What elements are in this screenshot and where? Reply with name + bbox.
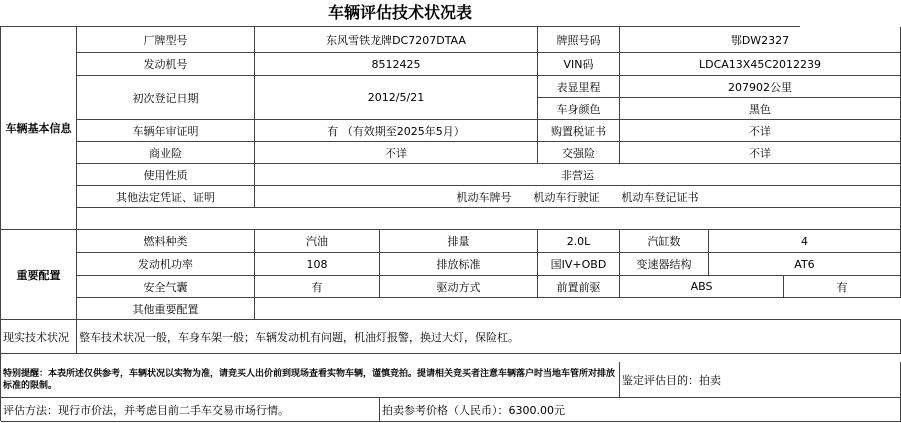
special-notice: 特别提醒：本表所述仅供参考，车辆状况以实物为准，请竞买人出价前到现场查看实物车辆，谨慎竞拍。提请相关竞买者注意车辆落户时当地车管所对排放标准的限制。 — [1, 362, 620, 398]
displacement-label: 排量 — [380, 230, 538, 253]
doc-item: 机动车行驶证 — [533, 190, 600, 204]
mileage-label: 表显里程 — [538, 76, 620, 98]
purchase-tax-label: 购置税证书 — [538, 120, 620, 142]
spacer-row — [77, 208, 901, 230]
assessment-purpose: 鉴定评估目的：拍卖 — [620, 362, 901, 398]
plate-value: 鄂DW2327 — [620, 27, 901, 53]
power-value: 108 — [255, 253, 380, 276]
compulsory-insurance-value: 不详 — [620, 142, 901, 164]
model-value: 东风雪铁龙牌DC7207DTAA — [255, 27, 538, 53]
vin-label: VIN码 — [538, 53, 620, 76]
vehicle-assessment-table — [0, 26, 848, 421]
emission-label: 排放标准 — [380, 253, 538, 276]
section-config: 重要配置 — [1, 230, 77, 320]
reference-price: 拍卖参考价格（人民币）：6300.00元 — [380, 398, 901, 422]
spacer-row — [1, 354, 901, 362]
docs-value — [255, 186, 901, 208]
condition-label: 现实技术状况 — [1, 320, 77, 354]
commercial-insurance-label: 商业险 — [77, 142, 255, 164]
assessment-method: 评估方法：现行市价法，并考虑目前二手车交易市场行情。 — [1, 398, 380, 422]
fuel-label: 燃料种类 — [77, 230, 255, 253]
inspection-value: 有 （有效期至2025年5月） — [255, 120, 538, 142]
plate-label: 牌照号码 — [538, 27, 620, 53]
doc-item: 机动车牌号 — [456, 190, 512, 204]
purchase-tax-value: 不详 — [620, 120, 901, 142]
fuel-value: 汽油 — [255, 230, 380, 253]
reg-label: 初次登记日期 — [77, 76, 255, 120]
section-basic-info: 车辆基本信息 — [1, 27, 77, 230]
page-title: 车辆评估技术状况表 — [327, 3, 472, 22]
transmission-label: 变速器结构 — [620, 253, 709, 276]
emission-value: 国IV+OBD — [538, 253, 620, 276]
mileage-value: 207902公里 — [620, 76, 901, 98]
airbag-value: 有 — [255, 276, 380, 298]
transmission-value: AT6 — [709, 253, 901, 276]
cylinders-value: 4 — [709, 230, 901, 253]
color-value: 黑色 — [620, 98, 901, 120]
abs-label: ABS — [620, 276, 784, 298]
other-config-value — [255, 298, 901, 320]
airbag-label: 安全气囊 — [77, 276, 255, 298]
usage-value: 非营运 — [255, 164, 901, 186]
condition-value: 整车技术状况一般，车身车架一般；车辆发动机有问题，机油灯报警，换过大灯，保险杠。 — [77, 320, 901, 354]
vin-value: LDCA13X45C2012239 — [620, 53, 901, 76]
drive-value: 前置前驱 — [538, 276, 620, 298]
engine-label: 发动机号 — [77, 53, 255, 76]
doc-item: 机动车登记证书 — [621, 190, 699, 204]
inspection-label: 车辆年审证明 — [77, 120, 255, 142]
cylinders-label: 汽缸数 — [620, 230, 709, 253]
reg-value: 2012/5/21 — [255, 76, 538, 120]
docs-label: 其他法定凭证、证明 — [77, 186, 255, 208]
drive-label: 驱动方式 — [380, 276, 538, 298]
usage-label: 使用性质 — [77, 164, 255, 186]
compulsory-insurance-label: 交强险 — [538, 142, 620, 164]
other-config-label: 其他重要配置 — [77, 298, 255, 320]
abs-value: 有 — [784, 276, 901, 298]
color-label: 车身颜色 — [538, 98, 620, 120]
power-label: 发动机功率 — [77, 253, 255, 276]
displacement-value: 2.0L — [538, 230, 620, 253]
model-label: 厂牌型号 — [77, 27, 255, 53]
engine-value: 8512425 — [255, 53, 538, 76]
commercial-insurance-value: 不详 — [255, 142, 538, 164]
